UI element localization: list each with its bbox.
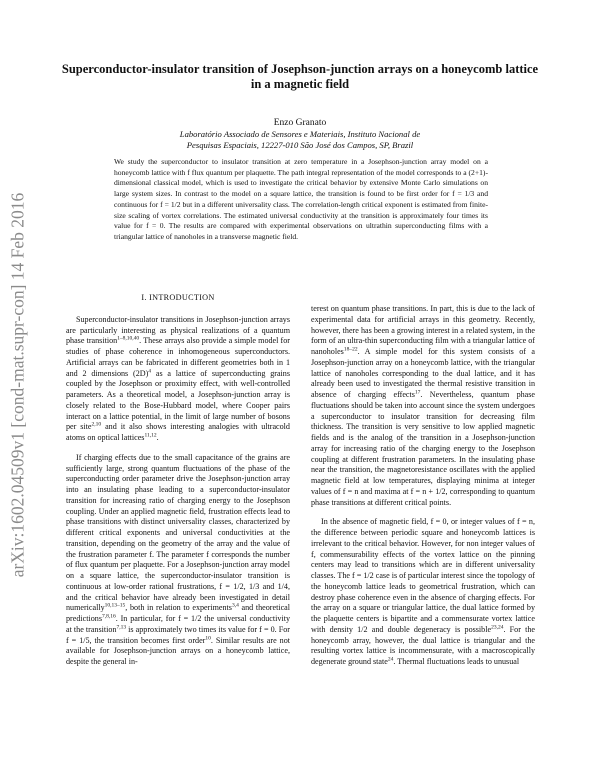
citation: 2,10 bbox=[91, 421, 102, 428]
arxiv-id-text: arXiv:1602.04509v1 [cond-mat.supr-con] 14 Feb 2016 bbox=[7, 192, 28, 578]
citation: 17 bbox=[414, 389, 421, 396]
affiliation-line-2: Pesquisas Espaciais, 12227-010 São José dos Campos, SP, Brazil bbox=[186, 140, 414, 150]
citation: 7,13 bbox=[116, 624, 127, 631]
paper-title: Superconductor-insulator transition of Josephson-junction arrays on a honeycomb lattice in a magnetic field bbox=[61, 62, 539, 91]
citation: 24 bbox=[387, 656, 394, 663]
citation: 7,8,16 bbox=[101, 613, 116, 620]
citation: 23,24 bbox=[491, 624, 504, 631]
intro-paragraph-2: If charging effects due to the small capacitance of the grains are sufficiently large, strong quantum fluctuations of the phase of the superconducting order parameter drive the Josephson-junction array into an insulating phase leading to a superconductor-insulator transition for increasing ratio of charging energy to the Josephson coupling. Under an applied magnetic field, frustration effects lead to phase transitions with distinct universality classes, characterized by different critical exponents and universal conductivities at the transition, depending on the geometry of the array and the value of the frustration parameter f. The parameter f corresponds the number of flux quantum per plaquette. For a Josephson-junction array model on a square lattice, the superconductor-insulator transition is continuous at low-order rational frustrations, f = 1/2, 1/3 and 1/4, and the critical behavior have already been investigated in detail numerically$^{10,13-15}$, both in relation to experiments$^{3,4}$ and theoretical predictions$^{7,8,16}$. In particular, for f = 1/2 the universal conductivity at the transition$^{7,13}$ is approximately two times its value for f = 0. For f = 1/5, the transition becomes first order$^{10}$. Similar results are not available for Josephson-junction arrays on a honeycomb lattice, despite the general in- bbox=[66, 452, 290, 666]
citation: 18–22 bbox=[343, 346, 358, 353]
intro-paragraph-3: In the absence of magnetic field, f = 0, or integer values of f = n, the difference between periodic square and honeycomb lattices is irrelevant to the critical behavior. However, for non integer values of f, commensurability effects of the vortex lattice on the pinning centers may lead to transitions which are in different universality classes. The f = 1/2 case is of particular interest since the topology of the honeycomb lattice leads to geometrical frustration, which can destroy phase coherence even in the absence of charging effects. For the array on a square or triangular lattice, the dual lattice formed by the plaquette centers is bipartite and a commensurate vortex lattice with density 1/2 and double degeneracy is possible$^{23,24}$. For the honeycomb array, however, the dual lattice is triangular and the resulting vortex lattice is incommensurate, with a macroscopically degenerate ground state$^{24}$. Thermal fluctuations leads to unusual bbox=[311, 517, 536, 666]
author-name: Enzo Granato bbox=[273, 118, 327, 128]
affiliation-line-1: Laboratório Associado de Sensores e Materiais, Instituto Nacional de bbox=[179, 129, 421, 139]
citation: 4 bbox=[148, 367, 152, 374]
section-heading: I. INTRODUCTION bbox=[141, 293, 215, 302]
right-column bbox=[311, 304, 535, 668]
affiliation bbox=[60, 129, 540, 151]
citation: 10 bbox=[205, 634, 211, 641]
left-column bbox=[66, 293, 290, 668]
citation: 1–8,10,40 bbox=[117, 335, 140, 342]
intro-paragraph-1: Superconductor-insulator transitions in Josephson-junction arrays are particularly interesting as physical realizations of a quantum phase transition$^{1-8,10,40}$. These arrays also provide a simple model for studies of phase coherence in inhomogeneous superconductors. Artificial arrays can be fabricated in different geometries both in 1 and 2 dimensions $(2D)^4$ as a lattice of superconducting grains coupled by the Josephson or proximity effect, with well-controlled parameters. As a theoretical model, a Josephson-junction array is closely related to the Bose-Hubbard model, where Cooper pairs interact on a lattice potential, in the limit of large number of bosons per site$^{2,10}$ and it also shows interesting analogies with ultracold atoms on optical lattices$^{11,12}$. bbox=[66, 314, 290, 442]
citation: 3,4 bbox=[231, 602, 239, 609]
citation: 11,12 bbox=[144, 432, 157, 439]
intro-paragraph-2-continued: terest on quantum phase transitions. In part, this is due to the lack of experimental data for artificial arrays in this geometry. Recently, however, there has been a growing interest in a related system, in the form of an ultra-thin superconducting film with a triangular lattice of nanoholes$^{18-22}$. A simple model for this system consists of a Josephson-junction array on a honeycomb lattice, with the triangular lattice of nanoholes corresponding to the dual lattice, and it has already been used to investigated the thermal resistive transition in absence of charging effects$^{17}$. Nevertheless, quantum phase fluctuations should be taken into account since the system undergoes a superconductor to insulator transition for decreasing film thickness. The transition is very sensitive to low applied magnetic fields and is the analog of the transition in a Josephson-junction array for increasing ratio of the charging energy to the Josephson coupling at different frustration parameters. In the insulating phase near the transition, the magnetoresistance oscillates with the applied magnetic field at low temperatures, displaying minima at integer values of f = n and maxima at f = n + 1/2, corresponding to quantum phase transitions at different critical points. bbox=[311, 304, 535, 507]
citation: 10,13–15 bbox=[104, 602, 126, 609]
abstract: We study the superconductor to insulator transition at zero temperature in a Josephson-junction array model on a honeycomb lattice with f flux quantum per plaquette. The path integral representation of the model corresponds to a (2+1)-dimensional classical model, which is used to investigate the critical behavior by extensive Monte Carlo simulations on large system sizes. In contrast to the model on a square lattice, the transition is found to be first order for f = 1/3 and continuous for f = 1/2 but in a different universality class. The correlation-length critical exponent is estimated from finite-size scaling of vortex correlations. The estimated universal conductivity at the transition is approximately four times its value for f = 0. The results are compared with experimental observations on ultrathin superconducting films with a triangular lattice of nanoholes in a transverse magnetic field. bbox=[114, 157, 488, 241]
arxiv-identifier bbox=[0, 150, 36, 620]
